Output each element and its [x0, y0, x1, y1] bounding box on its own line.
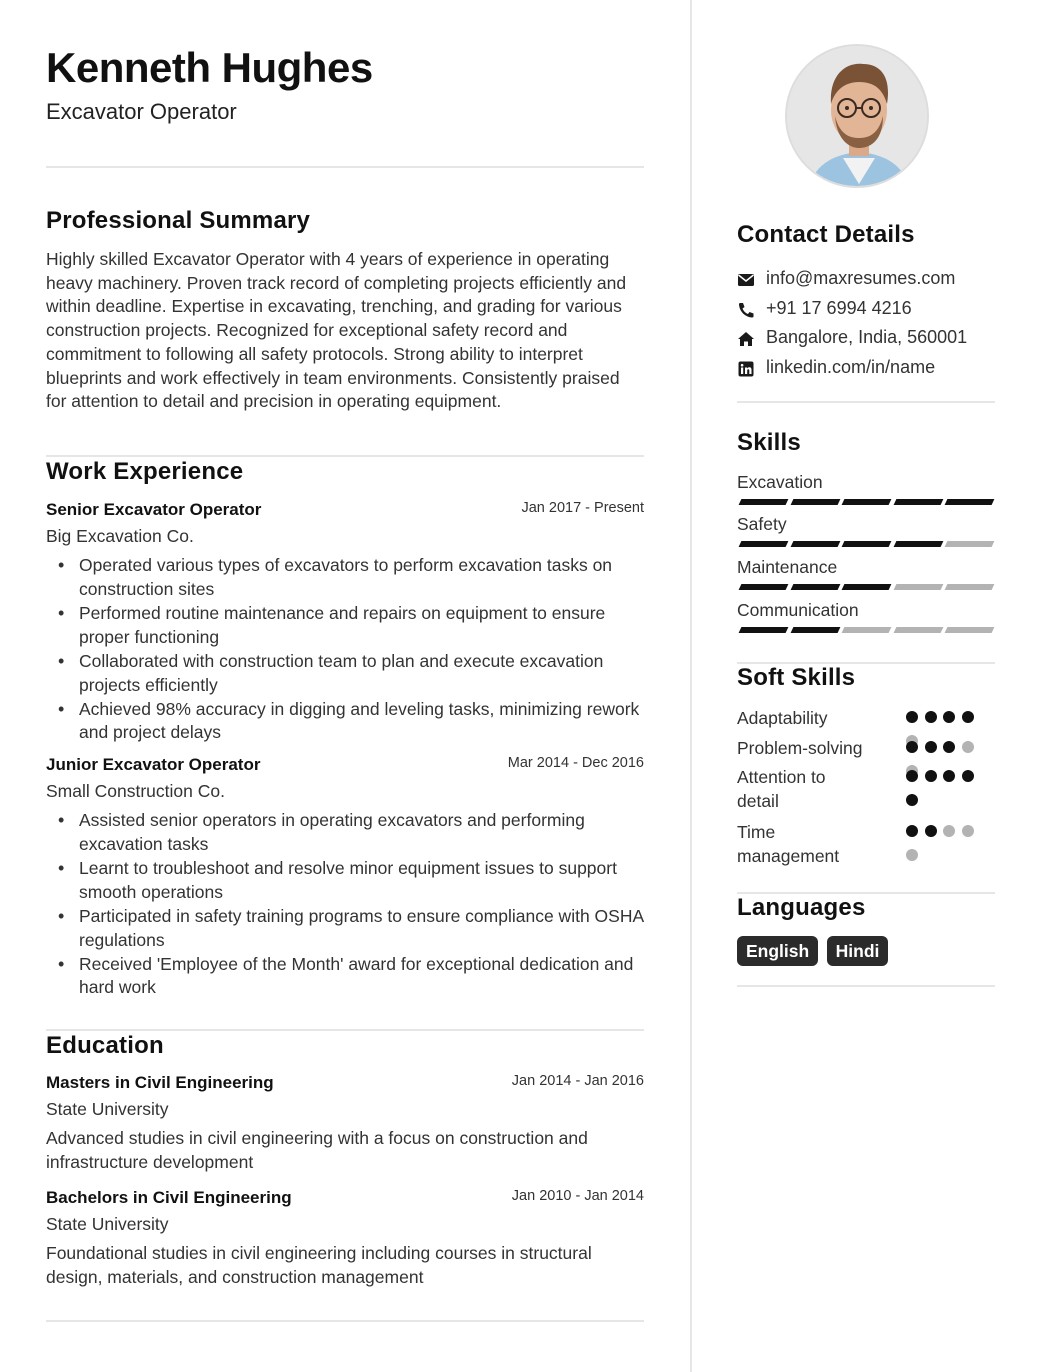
contact-phone	[737, 298, 995, 328]
education-heading: Education	[46, 1032, 164, 1059]
skill-rating-bar	[737, 627, 995, 633]
candidate-name: Kenneth Hughes	[46, 44, 373, 91]
education-degree: Masters in Civil Engineering	[46, 1073, 274, 1092]
education-date: Jan 2014 - Jan 2016	[511, 1073, 644, 1089]
soft-skill-dot	[943, 770, 955, 782]
contact-heading: Contact Details	[737, 221, 915, 248]
skill-segment	[739, 584, 789, 590]
job-date: Jan 2017 - Present	[521, 500, 644, 516]
soft-skill-dot	[925, 711, 937, 723]
skill-segment	[842, 627, 892, 633]
skill-segment	[842, 584, 892, 590]
soft-skills-heading: Soft Skills	[737, 664, 856, 691]
skill-segment	[893, 584, 943, 590]
home-icon	[737, 331, 755, 347]
soft-skill-dot	[943, 711, 955, 723]
soft-skill-dot	[906, 825, 918, 837]
skill-segment	[790, 499, 840, 505]
linkedin-icon	[737, 361, 755, 377]
job-date: Mar 2014 - Dec 2016	[507, 755, 644, 771]
skill-item	[737, 514, 995, 547]
education-entry	[46, 1188, 644, 1289]
skills-heading: Skills	[737, 429, 801, 456]
job-entry	[46, 500, 644, 746]
list-item: • Operated various types of excavators to perform excavation tasks on construction sites	[46, 554, 644, 601]
skill-segment	[945, 627, 995, 633]
skill-name: Communication	[737, 600, 859, 620]
skill-item	[737, 472, 995, 505]
job-role: Senior Excavator Operator	[46, 500, 262, 519]
soft-skill-item	[737, 736, 995, 762]
skill-segment	[842, 541, 892, 547]
education-description: Advanced studies in civil engineering with a focus on construction and infrastructure development	[46, 1128, 588, 1172]
soft-skill-dot	[962, 741, 974, 753]
list-item: • Achieved 98% accuracy in digging and leveling tasks, minimizing rework and project delays	[46, 698, 644, 745]
languages-divider	[737, 985, 995, 987]
soft-skill-dot	[925, 770, 937, 782]
soft-skill-name: Time management	[737, 822, 840, 866]
skill-name: Excavation	[737, 472, 823, 492]
contact-list	[737, 268, 995, 386]
skill-segment	[945, 499, 995, 505]
skill-segment	[790, 584, 840, 590]
skill-rating-bar	[737, 499, 995, 505]
skill-rating-bar	[737, 584, 995, 590]
skill-name: Safety	[737, 514, 787, 534]
education-school: State University	[46, 1099, 169, 1119]
soft-skill-name: Problem-solving	[737, 738, 863, 758]
soft-skill-item	[737, 706, 995, 732]
summary-divider	[46, 455, 644, 457]
job-entry	[46, 755, 644, 1001]
language-tag: Hindi	[827, 936, 889, 966]
list-item: • Received 'Employee of the Month' award for exceptional dedication and hard work	[46, 953, 644, 1000]
contact-linkedin-text[interactable]: linkedin.com/in/name	[766, 356, 936, 377]
skill-segment	[842, 499, 892, 505]
soft-skill-dot	[906, 741, 918, 753]
soft-skill-dot	[925, 825, 937, 837]
job-role: Junior Excavator Operator	[46, 755, 261, 774]
job-company: Big Excavation Co.	[46, 526, 194, 546]
contact-linkedin	[737, 357, 995, 387]
skill-item	[737, 557, 995, 590]
list-item: • Collaborated with construction team to plan and execute excavation projects efficiently	[46, 650, 644, 697]
soft-skill-dot	[943, 825, 955, 837]
education-degree: Bachelors in Civil Engineering	[46, 1188, 292, 1207]
phone-icon	[737, 302, 755, 318]
languages-heading: Languages	[737, 894, 866, 921]
skill-item	[737, 600, 995, 633]
skill-rating-bar	[737, 541, 995, 547]
soft-skill-dot	[906, 849, 918, 861]
contact-phone-text[interactable]: +91 17 6994 4216	[766, 297, 912, 318]
education-school: State University	[46, 1214, 169, 1234]
avatar-illustration-icon	[787, 46, 929, 188]
skill-segment	[945, 541, 995, 547]
contact-divider	[737, 401, 995, 403]
summary-text: Highly skilled Excavator Operator with 4 years of experience in operating heavy machinery. Proven track record of completing projects efficiently and within deadline. Expertise in excavating, trenching, and grading for various construction projects. Recognized for exceptional safety record and commitment to following all safety protocols. Strong ability to interpret blueprints and work effectively in team environments. Consistently praised for attention to detail and precision in operating equipment.	[46, 249, 627, 412]
education-description: Foundational studies in civil engineering including courses in structural design, materials, and construction management	[46, 1243, 592, 1287]
contact-address-text: Bangalore, India, 560001	[766, 327, 968, 347]
soft-skill-dot	[943, 741, 955, 753]
skill-name: Maintenance	[737, 557, 838, 577]
skill-segment	[893, 627, 943, 633]
list-item: • Performed routine maintenance and repairs on equipment to ensure proper functioning	[46, 602, 644, 649]
experience-heading: Work Experience	[46, 458, 244, 485]
contact-email	[737, 268, 995, 298]
language-tag: English	[737, 936, 818, 966]
skill-segment	[739, 541, 789, 547]
education-date: Jan 2010 - Jan 2014	[511, 1188, 644, 1204]
soft-skill-name: Adaptability	[737, 708, 828, 728]
job-company: Small Construction Co.	[46, 781, 225, 801]
list-item: • Participated in safety training programs to ensure compliance with OSHA regulations	[46, 905, 644, 952]
job-bullets	[46, 809, 644, 1000]
soft-skill-dot	[906, 794, 918, 806]
skill-segment	[790, 627, 840, 633]
skill-segment	[739, 627, 789, 633]
soft-skill-dot	[962, 770, 974, 782]
soft-skill-dot	[962, 711, 974, 723]
soft-skill-dot	[906, 770, 918, 782]
skill-segment	[790, 541, 840, 547]
contact-address	[737, 327, 995, 357]
soft-skill-item	[737, 820, 995, 870]
avatar	[785, 44, 929, 188]
column-divider	[690, 0, 692, 1372]
soft-skill-dot	[906, 711, 918, 723]
soft-skill-name: Attention to detail	[737, 767, 826, 811]
list-item: • Assisted senior operators in operating excavators and performing excavation tasks	[46, 809, 644, 856]
job-bullets	[46, 554, 644, 745]
summary-heading: Professional Summary	[46, 207, 311, 234]
skill-segment	[739, 499, 789, 505]
soft-skill-dot	[925, 741, 937, 753]
contact-email-text[interactable]: info@maxresumes.com	[766, 268, 956, 288]
header-divider	[46, 166, 644, 168]
soft-skill-item	[737, 765, 995, 815]
languages-list	[737, 936, 892, 966]
soft-skill-dot	[962, 825, 974, 837]
candidate-title: Excavator Operator	[46, 99, 237, 124]
experience-divider	[46, 1029, 644, 1031]
education-entry	[46, 1073, 644, 1174]
skill-segment	[945, 584, 995, 590]
education-divider	[46, 1320, 644, 1322]
envelope-icon	[737, 272, 755, 288]
list-item: • Learnt to troubleshoot and resolve minor equipment issues to support smooth operations	[46, 857, 644, 904]
skill-segment	[893, 541, 943, 547]
skill-segment	[893, 499, 943, 505]
